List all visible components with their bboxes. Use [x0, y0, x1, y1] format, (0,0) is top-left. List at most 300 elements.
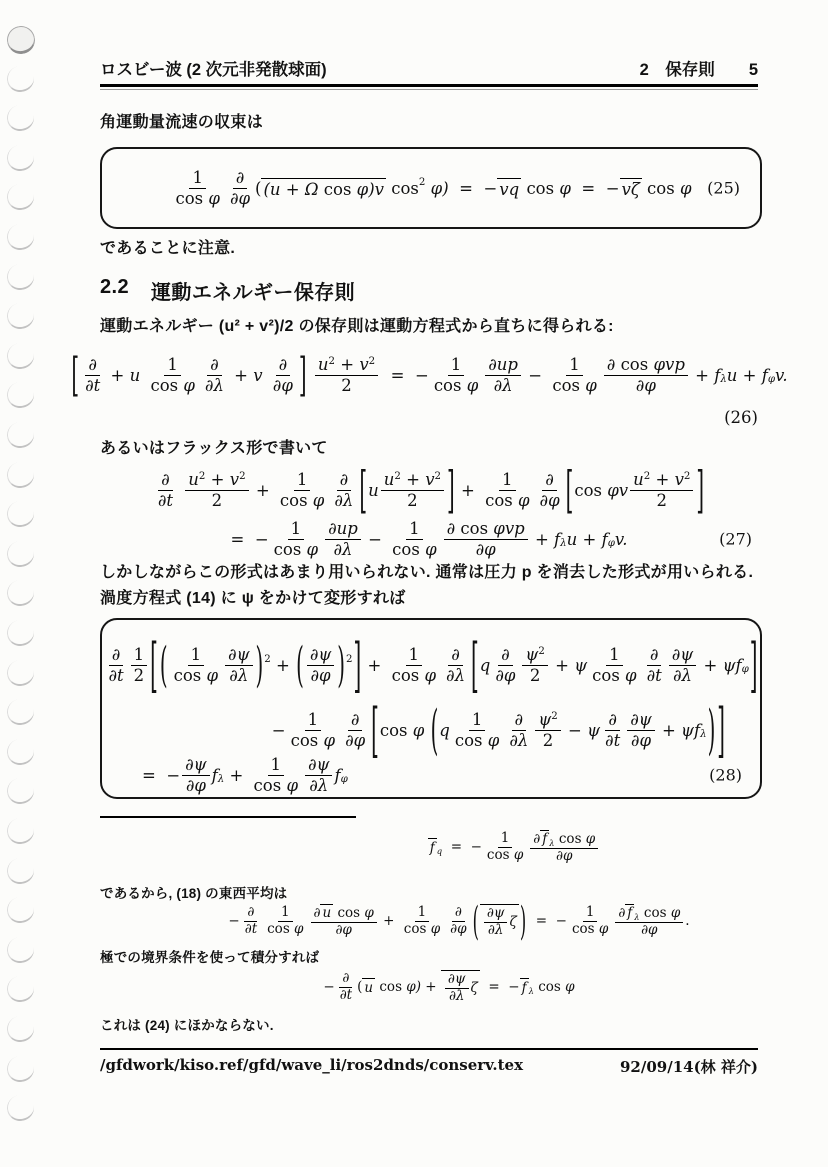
math-text: ∂t — [85, 375, 101, 395]
fraction-denominator — [549, 376, 599, 395]
math-text: 1 — [281, 903, 290, 920]
math-text: φ — [424, 665, 437, 685]
fraction-denominator — [401, 922, 443, 938]
footnote-text-pole: 極での境界条件を使って積分すれば — [100, 950, 320, 965]
binder-hole — [5, 816, 36, 846]
math-text: ∂ — [350, 710, 360, 730]
math-roman: cos — [150, 375, 184, 395]
math-overline — [480, 904, 519, 939]
math-text: + — [362, 655, 387, 675]
math-text: 1 — [290, 519, 302, 539]
math-fraction — [604, 355, 688, 395]
math-fraction — [342, 710, 368, 750]
fraction-numerator — [627, 710, 654, 730]
math-roman: cos — [392, 539, 426, 559]
math-text: = − — [527, 913, 567, 929]
math-text: φ) — [425, 178, 449, 198]
math-text: ∂λ — [673, 665, 692, 685]
fraction-numerator — [566, 355, 583, 375]
math-text: 1 — [190, 645, 202, 665]
math-text: u — [364, 980, 374, 996]
header-page-number: 5 — [748, 61, 758, 79]
binder-hole — [5, 1014, 36, 1044]
math-text: ∂ψ — [309, 645, 332, 665]
math-fraction — [251, 755, 301, 795]
fraction-denominator — [589, 666, 639, 685]
math-text: 2 — [529, 665, 541, 685]
math-roman: cos — [323, 179, 357, 199]
math-text: v. — [775, 365, 788, 385]
fraction-numerator — [294, 470, 311, 490]
equation-25-number: (25) — [707, 178, 740, 198]
math-fraction — [337, 971, 355, 1004]
math-big-delimiter: ) — [707, 698, 716, 762]
binder-hole — [5, 776, 36, 806]
math-text: u + f — [726, 365, 768, 385]
math-text: u — [368, 480, 379, 500]
math-text: ∂ — [608, 710, 617, 730]
math-text: ζ — [470, 980, 478, 996]
footnote-rule — [100, 816, 356, 818]
fraction-denominator — [338, 376, 355, 395]
math-fraction — [307, 645, 334, 685]
binder-hole — [5, 578, 36, 608]
math-text: 1 — [133, 645, 145, 665]
math-text: . — [685, 913, 690, 929]
fraction-numerator — [445, 972, 469, 989]
fraction-numerator — [647, 645, 662, 665]
math-text: + v — [228, 365, 268, 385]
binder-hole — [5, 103, 36, 133]
math-overline — [362, 978, 375, 996]
fraction-numerator — [484, 906, 508, 923]
math-fraction — [271, 519, 321, 559]
binder-hole — [5, 855, 36, 885]
fraction-numerator — [244, 905, 257, 922]
math-text: 1 — [502, 470, 513, 490]
fraction-numerator — [109, 645, 124, 665]
fraction-denominator — [288, 731, 338, 750]
fraction-numerator — [315, 355, 378, 375]
math-big-delimiter: ] — [298, 348, 307, 402]
math-fraction — [589, 645, 639, 685]
section-title: 運動エネルギー保存則 — [151, 282, 356, 304]
fraction-numerator — [535, 710, 560, 730]
math-text: 1 — [471, 710, 483, 730]
math-big-delimiter: ) — [255, 637, 264, 693]
math-fraction — [401, 905, 443, 938]
math-superscript: 2 — [394, 471, 401, 483]
fraction-numerator — [406, 645, 423, 665]
fraction-numerator — [233, 168, 248, 188]
header-rule-echo — [100, 89, 758, 90]
fraction-numerator — [207, 355, 222, 375]
math-text: ∂ — [342, 969, 350, 986]
fraction-denominator — [628, 731, 654, 750]
math-fraction — [277, 470, 327, 510]
math-text: + — [270, 655, 296, 675]
fraction-numerator — [131, 645, 148, 665]
math-superscript: 2 — [683, 471, 691, 483]
math-text: ∂up — [328, 519, 358, 539]
math-fraction — [669, 645, 696, 685]
fraction-denominator — [569, 922, 611, 938]
math-text: ∂t — [605, 730, 621, 750]
math-text: ∂φ — [475, 539, 496, 559]
math-big-delimiter: ( — [430, 698, 439, 762]
math-text: ∂φ — [630, 730, 651, 750]
math-text: 1 — [569, 355, 580, 375]
math-subscript: λ — [720, 374, 727, 386]
math-text: ∂ — [446, 519, 461, 539]
math-overline — [261, 178, 386, 199]
math-text: + v — [335, 355, 369, 375]
math-text: ∂t — [646, 665, 662, 685]
math-fraction — [325, 519, 361, 559]
header-rule — [100, 84, 758, 87]
math-text: ∂ — [161, 470, 170, 490]
math-text: ∂ — [451, 645, 460, 665]
math-overline — [497, 178, 521, 199]
math-fraction — [131, 645, 148, 685]
math-text: φ — [598, 920, 609, 937]
math-overline — [441, 970, 480, 1005]
equation-27-number: (27) — [719, 529, 752, 549]
equation-25-body — [170, 168, 691, 208]
math-big-delimiter: ( — [296, 637, 304, 693]
binder-hole — [5, 261, 36, 291]
fraction-numerator — [307, 645, 334, 665]
math-fraction — [202, 355, 227, 395]
math-roman: cos — [267, 920, 295, 937]
math-text: = − — [442, 839, 482, 855]
fraction-denominator — [209, 491, 226, 510]
equation-28-line3-body — [142, 755, 348, 795]
binder-hole — [5, 539, 36, 569]
math-fraction — [522, 645, 547, 685]
math-subscript: λ — [560, 538, 567, 550]
math-text: ∂φ — [310, 665, 331, 685]
math-text: φ — [670, 904, 681, 921]
math-text: + u — [105, 365, 146, 385]
math-text: ∂φ — [450, 920, 467, 937]
math-text: ∂φ — [556, 847, 573, 864]
math-text: 1 — [500, 829, 510, 846]
fraction-denominator — [172, 189, 222, 208]
binder-hole — [5, 657, 36, 687]
fraction-numerator — [415, 905, 430, 922]
math-text: ∂λ — [509, 730, 529, 750]
math-text: ∂ — [111, 645, 121, 665]
math-overline — [320, 904, 333, 922]
math-text: f — [542, 830, 548, 847]
math-big-delimiter: [ — [359, 461, 368, 519]
binder-hole — [5, 1053, 36, 1083]
math-text: ∂λ — [333, 539, 353, 559]
math-fraction — [264, 905, 306, 938]
fraction-numerator — [606, 645, 623, 665]
math-roman: cos — [538, 979, 566, 995]
math-text: = − — [570, 178, 620, 198]
math-text: ψ — [525, 645, 539, 665]
fraction-denominator — [171, 666, 221, 685]
math-text: = − — [142, 765, 181, 785]
math-text: + ψ — [549, 655, 588, 675]
math-fraction — [535, 710, 560, 750]
math-text: ∂φ — [272, 375, 293, 395]
math-roman: cos — [433, 375, 467, 395]
math-text: + v — [400, 470, 435, 490]
math-text: + ψf — [698, 655, 742, 675]
fraction-numerator — [448, 645, 463, 665]
math-roman: cos — [175, 188, 209, 208]
fraction-denominator — [242, 922, 260, 938]
fraction-denominator — [277, 491, 327, 510]
fraction-numerator — [268, 755, 285, 775]
math-roman: cos — [253, 775, 287, 795]
math-text: 2 — [542, 730, 554, 750]
fraction-denominator — [389, 666, 439, 685]
fraction-numerator — [605, 710, 620, 730]
math-superscript: 2 — [264, 653, 271, 665]
binder-hole — [5, 222, 36, 252]
fraction-numerator — [630, 470, 693, 490]
math-text: ∂ — [278, 355, 288, 375]
paragraph-intro: 角運動量流速の収束は — [100, 114, 264, 131]
math-fraction — [615, 904, 683, 939]
math-text: = − — [380, 365, 429, 385]
math-fraction — [602, 710, 623, 750]
math-text: ( — [357, 979, 363, 995]
math-text: vq — [499, 179, 520, 199]
math-roman: cos — [337, 904, 365, 921]
math-text: ψ — [538, 710, 552, 730]
math-text — [308, 366, 313, 385]
math-text: q — [439, 720, 450, 740]
math-text: φ — [585, 830, 596, 847]
math-text: ∂ — [618, 904, 626, 921]
fraction-numerator — [158, 470, 173, 490]
binder-hole — [5, 618, 36, 648]
fraction-numerator — [512, 710, 527, 730]
math-superscript: 2 — [551, 711, 558, 723]
fraction-numerator — [452, 905, 465, 922]
math-text: 1 — [417, 903, 427, 920]
math-fraction — [389, 645, 439, 685]
math-text: + — [378, 913, 399, 929]
math-text: φ — [487, 730, 500, 750]
math-text: φ — [312, 490, 325, 510]
math-fraction — [492, 645, 518, 685]
footnote-text-zonal: であるから, (18) の東西平均は — [100, 886, 288, 901]
math-text: − — [228, 913, 240, 929]
binder-hole — [5, 737, 36, 767]
math-roman: cos — [273, 539, 307, 559]
fraction-denominator — [638, 923, 660, 939]
footnote-equation-fq-body — [428, 830, 601, 865]
math-roman: cos — [460, 519, 494, 539]
math-roman: cos — [173, 665, 207, 685]
binder-hole — [5, 341, 36, 371]
fraction-denominator — [447, 922, 469, 938]
binder-hole — [5, 459, 36, 489]
footer-date-author: 92/09/14(林 祥介) — [620, 1058, 758, 1076]
fraction-numerator — [669, 645, 696, 665]
fraction-denominator — [491, 376, 516, 395]
math-text: + f — [689, 365, 721, 385]
math-fraction — [569, 905, 611, 938]
math-text: f — [627, 904, 633, 921]
fraction-denominator — [389, 540, 439, 559]
math-text: + v — [205, 470, 240, 490]
math-superscript: 2 — [198, 471, 206, 483]
fraction-numerator — [498, 831, 513, 848]
math-text: + f — [529, 529, 561, 549]
fraction-numerator — [583, 905, 598, 922]
math-text: 1 — [167, 355, 178, 375]
equation-27-line1 — [100, 461, 758, 519]
math-text: ( — [255, 178, 262, 198]
fraction-numerator — [182, 755, 209, 775]
math-text: φ — [425, 539, 437, 559]
math-text: ∂ — [545, 470, 554, 490]
math-text — [178, 481, 183, 500]
math-fraction — [444, 519, 528, 559]
math-text: ∂ — [339, 470, 349, 490]
math-superscript: 2 — [328, 356, 336, 368]
math-text: + — [455, 480, 481, 500]
math-big-delimiter: [ — [565, 461, 574, 519]
fraction-numerator — [305, 710, 322, 730]
math-big-delimiter: [ — [71, 348, 80, 402]
fraction-denominator — [331, 491, 356, 510]
page-footer — [100, 1056, 758, 1077]
math-roman: cos — [485, 490, 518, 510]
fraction-numerator — [530, 830, 598, 849]
math-text: ∂φ — [539, 490, 560, 510]
math-text: ∂ — [514, 710, 524, 730]
math-roman: cos — [620, 355, 654, 375]
equation-28-line1 — [102, 630, 760, 700]
fraction-numerator — [604, 355, 688, 375]
binder-hole — [5, 301, 36, 331]
math-text: ∂t — [108, 665, 124, 685]
math-text: ∂λ — [448, 987, 465, 1004]
math-subscript: λ — [549, 838, 555, 849]
footnote-equation-fq — [100, 824, 758, 870]
math-fraction — [530, 830, 598, 865]
math-fraction — [445, 972, 469, 1005]
fraction-denominator — [492, 666, 518, 685]
math-text: 1 — [408, 645, 420, 665]
math-text: f — [429, 840, 435, 856]
math-text: + — [250, 480, 275, 500]
fraction-denominator — [537, 491, 563, 510]
math-roman: cos — [643, 904, 671, 921]
fraction-denominator — [82, 376, 103, 395]
math-roman: cos — [379, 979, 407, 995]
math-text: φ)v — [356, 179, 384, 199]
math-roman: cos — [526, 178, 560, 198]
math-fraction — [537, 470, 563, 510]
paragraph-however-line1: しかしながらこの形式はあまり用いられない. 通常は圧力 p を消去した形式が用いられる. — [100, 564, 754, 581]
binder-hole — [5, 143, 36, 173]
math-roman: cos — [454, 730, 488, 750]
math-text: = − — [448, 178, 498, 198]
math-fraction — [270, 355, 296, 395]
math-subscript: λ — [528, 985, 534, 996]
math-text: ∂ — [454, 903, 462, 920]
binder-hole — [5, 1093, 36, 1123]
paragraph-energy: 運動エネルギー (u² + v²)/2 の保存則は運動方程式から直ちに得られる: — [100, 318, 614, 335]
fraction-numerator — [276, 355, 291, 375]
equation-28-line1-body — [103, 630, 758, 700]
fraction-numerator — [499, 470, 516, 490]
fraction-numerator — [348, 710, 363, 730]
math-text: u + f — [566, 529, 608, 549]
math-fraction — [482, 470, 532, 510]
equation-box-28 — [100, 618, 762, 799]
math-text: f — [211, 765, 218, 785]
math-text: φ — [565, 979, 575, 995]
math-fraction — [288, 710, 338, 750]
math-text: ∂ — [88, 355, 97, 375]
fraction-numerator — [542, 470, 557, 490]
footer-rule — [100, 1048, 758, 1050]
math-text: − ψ — [562, 720, 601, 740]
math-fraction — [627, 710, 654, 750]
math-fraction — [225, 645, 252, 685]
math-text: ∂ψ — [228, 645, 250, 665]
fraction-denominator — [443, 666, 468, 685]
math-text: = − — [230, 529, 269, 549]
math-roman: cos — [279, 490, 313, 510]
math-subscript: λ — [217, 774, 225, 786]
page-header — [100, 56, 758, 80]
math-fraction — [644, 645, 665, 685]
math-fraction — [147, 355, 197, 395]
math-text: φ — [364, 904, 374, 921]
equation-27-line2-body — [231, 519, 628, 559]
math-subscript: λ — [634, 912, 640, 923]
math-text: ∂ — [313, 904, 321, 921]
fraction-denominator — [147, 376, 197, 395]
fraction-denominator — [308, 666, 334, 685]
fraction-denominator — [506, 731, 531, 750]
math-text: ∂up — [488, 355, 518, 375]
fraction-numerator — [85, 355, 100, 375]
fraction-numerator — [311, 904, 377, 923]
math-fraction — [82, 355, 103, 395]
math-text: φ — [294, 920, 304, 937]
math-fraction — [155, 470, 176, 510]
math-roman: cos — [486, 846, 514, 863]
math-text: − — [523, 365, 548, 385]
header-left-title: ロスビー波 (2 次元非発散球面) — [100, 61, 327, 79]
math-roman: cos — [391, 665, 425, 685]
fraction-denominator — [644, 666, 665, 685]
math-text: φ — [286, 775, 298, 795]
math-fraction — [172, 168, 222, 208]
binder-hole — [5, 935, 36, 965]
fraction-denominator — [337, 988, 355, 1004]
fraction-denominator — [602, 731, 623, 750]
math-text: = − — [479, 979, 520, 995]
math-text: φ — [625, 665, 637, 685]
math-text: u — [322, 904, 332, 921]
fraction-denominator — [306, 776, 331, 795]
math-fraction — [182, 755, 209, 795]
